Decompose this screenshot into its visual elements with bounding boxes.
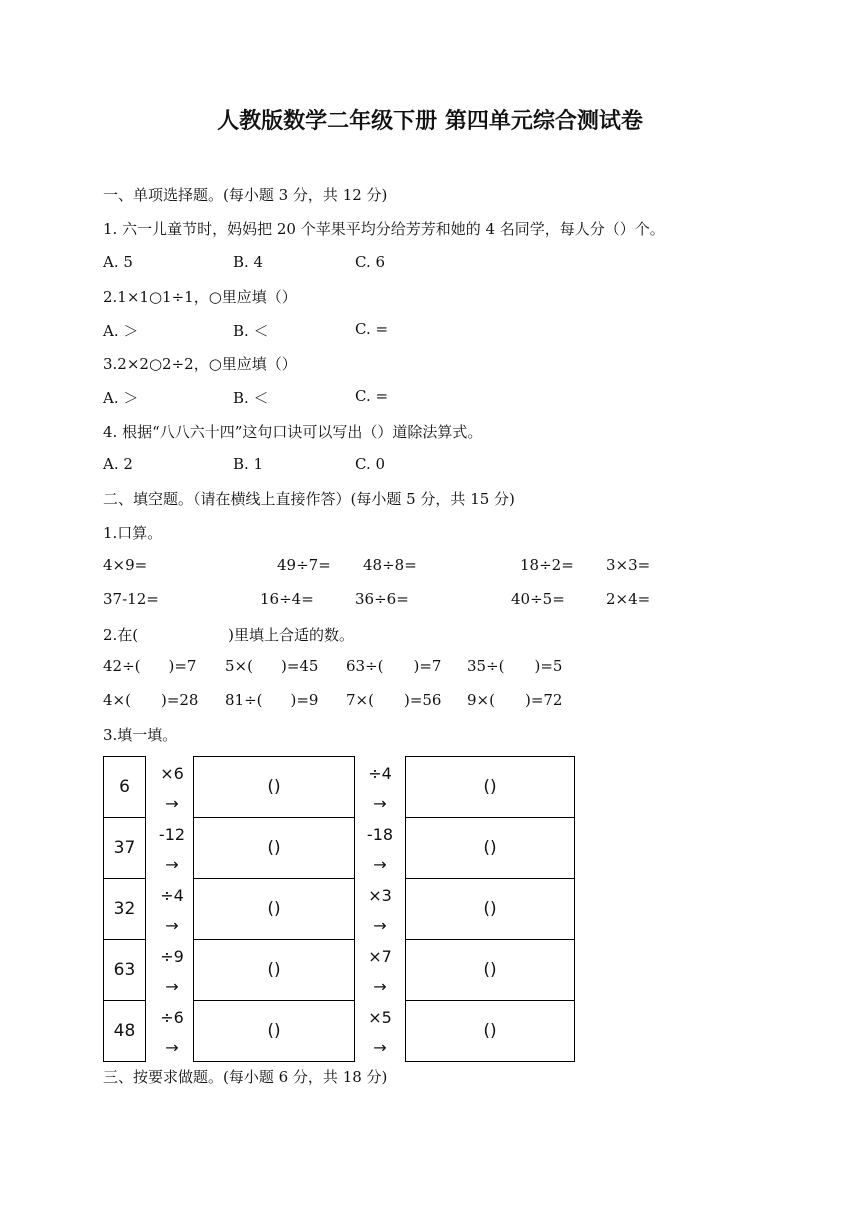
start-number-cell: 63: [103, 939, 146, 1001]
q4-option-c: C. 0: [355, 455, 386, 473]
fill-blank-item: 81÷( )=9: [225, 691, 319, 709]
q2-suffix: )里填上合适的数。: [228, 626, 355, 644]
operator-label: ×5: [368, 1008, 392, 1027]
answer-cell-1: (): [193, 878, 355, 940]
mental-math-item: 3×3=: [606, 556, 651, 574]
arrow-icon: →: [165, 794, 179, 813]
mental-math-item: 2×4=: [606, 590, 651, 608]
fill-blank-item: 7×( )=56: [346, 691, 442, 709]
question-2: 2.1×1○1÷1，○里应填（）: [103, 288, 297, 306]
section3-heading: 三、按要求做题。(每小题 6 分，共 18 分): [103, 1068, 388, 1086]
q4-option-b: B. 1: [233, 455, 264, 473]
arrow-icon: →: [373, 855, 387, 874]
operation-1: [152, 1003, 192, 1063]
operation-2: [360, 759, 400, 819]
answer-cell-2: (): [405, 878, 575, 940]
section1-heading: 一、单项选择题。(每小题 3 分，共 12 分): [103, 186, 388, 204]
q2-option-c: C. =: [355, 320, 389, 338]
mental-math-item: 48÷8=: [363, 556, 417, 574]
mental-math-item: 49÷7=: [277, 556, 331, 574]
section2-heading: 二、填空题。（请在横线上直接作答）(每小题 5 分，共 15 分): [103, 490, 515, 508]
answer-cell-2: (): [405, 939, 575, 1001]
q4-option-a: A. 2: [103, 455, 133, 473]
fill-blank-item: 42÷( )=7: [103, 657, 197, 675]
section2-q3: 3.填一填。: [103, 726, 178, 744]
fill-blank-item: 9×( )=72: [467, 691, 563, 709]
page-title: 人教版数学二年级下册 第四单元综合测试卷: [217, 109, 643, 134]
operator-label: ×3: [368, 886, 392, 905]
q2-option-a: A. ＞: [103, 322, 139, 340]
start-number-cell: 6: [103, 756, 146, 818]
q3-option-a: A. ＞: [103, 389, 139, 407]
fill-blank-item: 63÷( )=7: [346, 657, 442, 675]
mental-math-item: 36÷6=: [355, 590, 409, 608]
q1-option-a: A. 5: [103, 253, 133, 271]
operation-1: [152, 820, 192, 880]
arrow-icon: →: [165, 977, 179, 996]
operation-2: [360, 820, 400, 880]
q2-prefix: 2.在(: [103, 626, 139, 644]
q3-option-c: C. =: [355, 387, 389, 405]
mental-math-item: 16÷4=: [260, 590, 314, 608]
arrow-icon: →: [165, 916, 179, 935]
fill-blank-item: 35÷( )=5: [467, 657, 563, 675]
fill-blank-item: 5×( )=45: [225, 657, 319, 675]
mental-math-item: 37-12=: [103, 590, 159, 608]
arrow-icon: →: [373, 1038, 387, 1057]
arrow-icon: →: [165, 1038, 179, 1057]
operator-label: ×7: [368, 947, 392, 966]
start-number-cell: 37: [103, 817, 146, 879]
answer-cell-1: (): [193, 939, 355, 1001]
fill-blank-item: 4×( )=28: [103, 691, 199, 709]
answer-cell-1: (): [193, 817, 355, 879]
operation-1: [152, 759, 192, 819]
mental-math-item: 18÷2=: [520, 556, 574, 574]
q1-option-c: C. 6: [355, 253, 386, 271]
answer-cell-2: (): [405, 1000, 575, 1062]
operator-label: -12: [158, 825, 186, 844]
section2-q2: [103, 624, 354, 645]
start-number-cell: 32: [103, 878, 146, 940]
arrow-icon: →: [165, 855, 179, 874]
question-4: 4. 根据“八八六十四”这句口诀可以写出（）道除法算式。: [103, 423, 483, 441]
operator-label: -18: [366, 825, 394, 844]
answer-cell-1: (): [193, 756, 355, 818]
operation-2: [360, 1003, 400, 1063]
q2-option-b: B. ＜: [233, 322, 269, 340]
question-3: 3.2×2○2÷2，○里应填（）: [103, 355, 297, 373]
q1-option-b: B. 4: [233, 253, 264, 271]
answer-cell-2: (): [405, 756, 575, 818]
operator-label: ÷9: [160, 947, 184, 966]
operator-label: ÷4: [160, 886, 184, 905]
operation-1: [152, 942, 192, 1002]
arrow-icon: →: [373, 977, 387, 996]
start-number-cell: 48: [103, 1000, 146, 1062]
operator-label: ÷4: [368, 764, 392, 783]
answer-cell-1: (): [193, 1000, 355, 1062]
arrow-icon: →: [373, 794, 387, 813]
answer-cell-2: (): [405, 817, 575, 879]
operation-2: [360, 942, 400, 1002]
operator-label: ×6: [160, 764, 184, 783]
operation-2: [360, 881, 400, 941]
mental-math-item: 40÷5=: [511, 590, 565, 608]
q3-option-b: B. ＜: [233, 389, 269, 407]
operator-label: ÷6: [160, 1008, 184, 1027]
operation-1: [152, 881, 192, 941]
arrow-icon: →: [373, 916, 387, 935]
question-1: 1. 六一儿童节时，妈妈把 20 个苹果平均分给芳芳和她的 4 名同学，每人分（）个。: [103, 220, 665, 238]
section2-q1: 1.口算。: [103, 524, 163, 542]
mental-math-item: 4×9=: [103, 556, 148, 574]
